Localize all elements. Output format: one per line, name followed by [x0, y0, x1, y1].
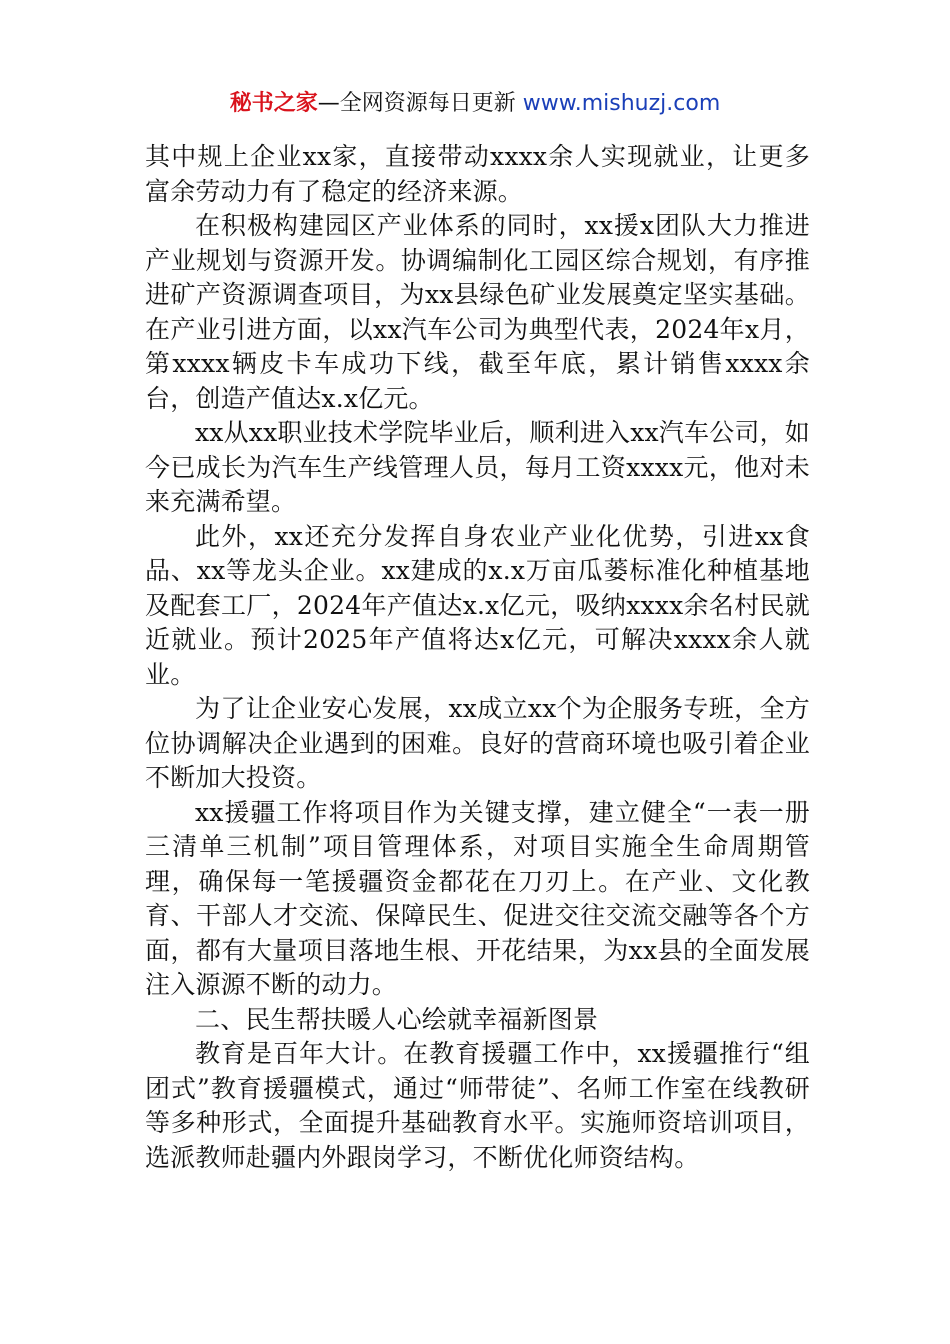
- paragraph: 此外，xx还充分发挥自身农业产业化优势，引进xx食品、xx等龙头企业。xx建成的x.x万亩瓜蒌标准化种植基地及配套工厂，2024年产值达x.x亿元，吸纳xxxx余名村民就近就业。预计2025年产值将达x亿元，可解决xxxx余人就业。: [145, 521, 810, 689]
- paragraph: 在积极构建园区产业体系的同时，xx援x团队大力推进产业规划与资源开发。协调编制化工园区综合规划，有序推进矿产资源调查项目，为xx县绿色矿业发展奠定坚实基础。在产业引进方面，以xx汽车公司为典型代表，2024年x月，第xxxx辆皮卡车成功下线，截至年底，累计销售xxxx余台，创造产值达x.x亿元。: [145, 211, 810, 413]
- paragraph: 教育是百年大计。在教育援疆工作中，xx援疆推行“组团式”教育援疆模式，通过“师带徒”、名师工作室在线教研等多种形式，全面提升基础教育水平。实施师资培训项目，选派教师赴疆内外跟岗学习，不断优化师资结构。: [145, 1039, 810, 1172]
- paragraph: xx援疆工作将项目作为关键支撑，建立健全“一表一册三清单三机制”项目管理体系，对项目实施全生命周期管理，确保每一笔援疆资金都花在刀刃上。在产业、文化教育、干部人才交流、保障民生、促进交往交流交融等各个方面，都有大量项目落地生根、开花结果，为xx县的全面发展注入源源不断的动力。: [145, 797, 810, 999]
- header-brand: 秘书之家: [229, 91, 318, 116]
- header-url-link[interactable]: www.mishuzj.com: [522, 91, 721, 116]
- document-body: [145, 140, 810, 1175]
- section-heading: 二、民生帮扶暖人心绘就幸福新图景: [195, 1004, 599, 1034]
- paragraph: 为了让企业安心发展，xx成立xx个为企服务专班，全方位协调解决企业遇到的困难。良好的营商环境也吸引着企业不断加大投资。: [145, 694, 810, 792]
- paragraph: xx从xx职业技术学院毕业后，顺利进入xx汽车公司，如今已成长为汽车生产线管理人员，每月工资xxxx元，他对未来充满希望。: [145, 418, 810, 516]
- page-header: [0, 88, 950, 120]
- paragraph-continuation: 其中规上企业xx家，直接带动xxxx余人实现就业，让更多富余劳动力有了稳定的经济来源。: [145, 142, 810, 206]
- header-tagline: —全网资源每日更新: [317, 91, 523, 116]
